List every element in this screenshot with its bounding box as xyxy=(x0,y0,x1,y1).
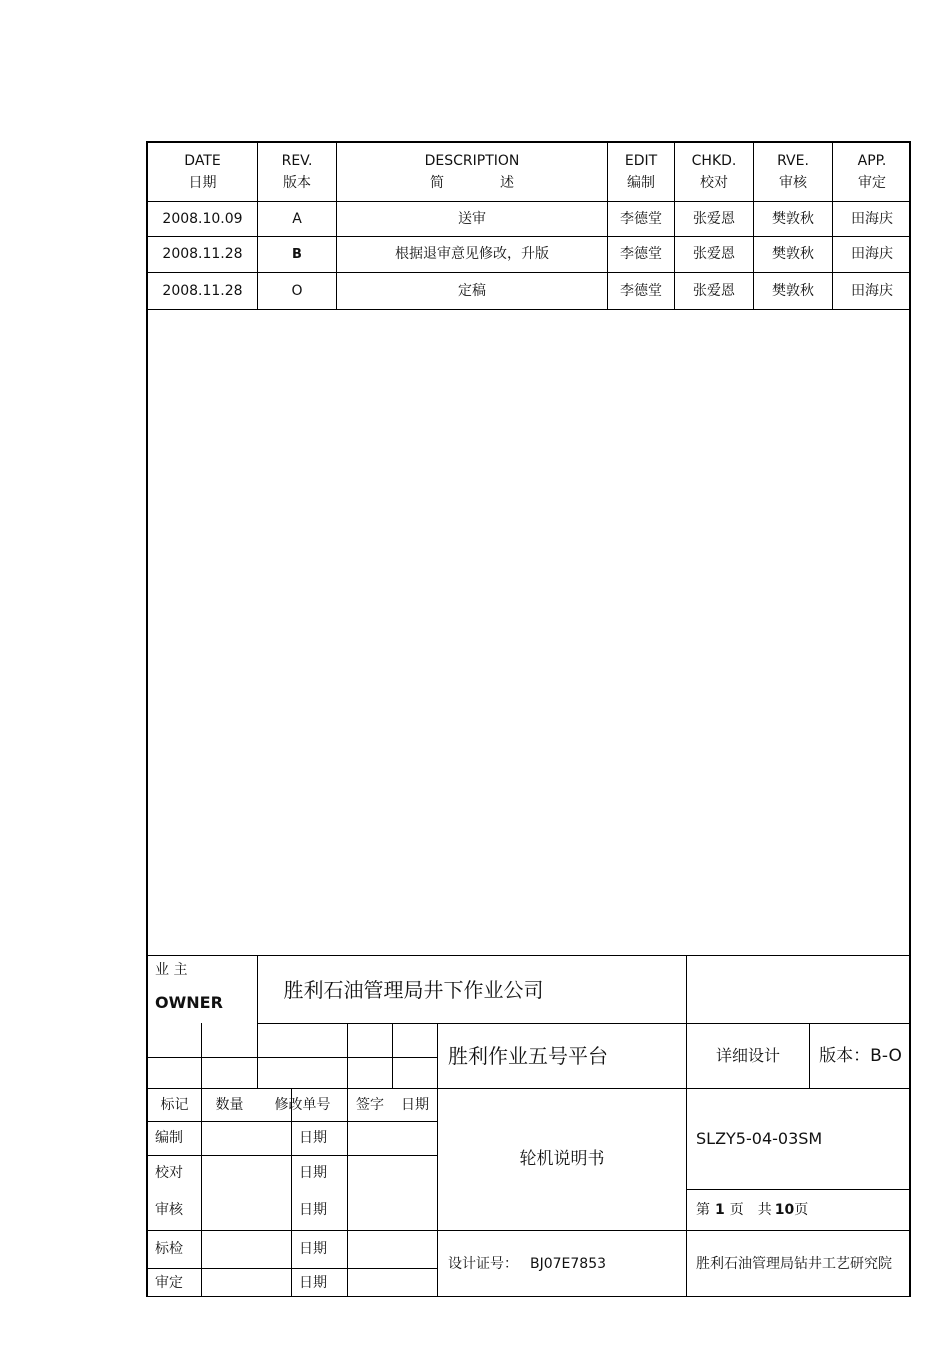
row-rve: 樊敦秋 xyxy=(772,210,814,227)
cert-label: 设计证号： xyxy=(448,1255,518,1272)
rule xyxy=(392,1023,393,1088)
header-chkd xyxy=(675,143,753,201)
row-rve: 樊敦秋 xyxy=(772,282,814,299)
owner-label-zh: 业 主 xyxy=(155,962,188,978)
row-description: 根据退审意见修改，升版 xyxy=(395,246,549,263)
certificate xyxy=(438,1231,686,1297)
header-en: RVE. xyxy=(777,152,809,169)
header-zh: 版本 xyxy=(283,174,311,191)
page-current: 1 xyxy=(715,1201,725,1218)
header-description xyxy=(337,143,607,201)
sign-label-check: 校对 xyxy=(155,1164,183,1181)
header-en: CHKD. xyxy=(691,152,737,169)
date-label: 日期 xyxy=(299,1202,327,1219)
rule xyxy=(148,1057,437,1058)
page-suffix: 页 xyxy=(794,1201,809,1218)
change-header-quantity: 数量 xyxy=(215,1096,244,1113)
change-header-date: 日期 xyxy=(401,1096,429,1113)
header-en: REV. xyxy=(281,152,313,169)
sign-label-standard: 标检 xyxy=(155,1241,183,1258)
header-rev xyxy=(258,143,336,201)
header-en: APP. xyxy=(857,152,887,169)
row-description: 送审 xyxy=(458,210,486,227)
row-description: 定稿 xyxy=(458,282,486,299)
header-edit xyxy=(608,143,674,201)
row-rve: 樊敦秋 xyxy=(772,246,814,263)
document-number: SLZY5-04-03SM xyxy=(696,1129,823,1149)
document-title: 轮机说明书 xyxy=(519,1149,605,1170)
header-zh: 编制 xyxy=(627,174,655,191)
header-en: DESCRIPTION xyxy=(424,152,520,169)
page-prefix: 第 xyxy=(696,1201,710,1218)
project-name: 胜利作业五号平台 xyxy=(448,1044,608,1068)
header-zh: 审定 xyxy=(858,174,886,191)
row-chkd: 张爱恩 xyxy=(693,282,735,299)
row-chkd: 张爱恩 xyxy=(693,246,735,263)
row-rev: O xyxy=(291,282,303,299)
rule xyxy=(347,1023,348,1088)
date-label: 日期 xyxy=(299,1241,327,1258)
row-app: 田海庆 xyxy=(851,210,893,227)
date-label: 日期 xyxy=(299,1164,327,1181)
row-date: 2008.11.28 xyxy=(162,282,243,299)
row-edit: 李德堂 xyxy=(620,246,662,263)
change-header-sign: 签字 xyxy=(356,1096,384,1113)
version-label: 版本：B-O xyxy=(819,1045,902,1066)
rule xyxy=(201,1023,202,1088)
change-header-mark: 标记 xyxy=(160,1096,189,1113)
header-zh: 日期 xyxy=(188,174,217,191)
header-zh: 简 述 xyxy=(430,174,514,191)
designer-organization: 胜利石油管理局钻井工艺研究院 xyxy=(696,1255,892,1272)
row-edit: 李德堂 xyxy=(620,210,662,227)
rule xyxy=(148,309,911,310)
header-app xyxy=(833,143,911,201)
row-app: 田海庆 xyxy=(851,282,893,299)
header-en: DATE xyxy=(184,152,221,169)
page-total: 10 xyxy=(774,1201,795,1218)
row-date: 2008.10.09 xyxy=(162,210,243,227)
header-zh: 校对 xyxy=(700,174,728,191)
header-rve xyxy=(754,143,832,201)
row-app: 田海庆 xyxy=(851,246,893,263)
document-frame xyxy=(146,141,911,1297)
change-header-order: 修改单号 xyxy=(274,1096,331,1113)
cert-number: BJ07E7853 xyxy=(530,1255,607,1272)
design-stage: 详细设计 xyxy=(715,1046,780,1066)
date-label: 日期 xyxy=(299,1130,327,1147)
row-edit: 李德堂 xyxy=(620,282,662,299)
sign-label-edit: 编制 xyxy=(155,1130,183,1147)
page-mid: 页 共 xyxy=(729,1201,772,1218)
owner-name: 胜利石油管理局井下作业公司 xyxy=(283,977,544,1002)
row-date: 2008.11.28 xyxy=(162,246,243,263)
header-zh: 审核 xyxy=(779,174,807,191)
header-en: EDIT xyxy=(624,152,658,169)
owner-label-en: OWNER xyxy=(155,993,223,1013)
header-date xyxy=(148,143,257,201)
rule xyxy=(257,1023,258,1088)
date-label: 日期 xyxy=(299,1274,327,1291)
row-rev: B xyxy=(292,246,302,262)
page-counter xyxy=(687,1190,911,1230)
sign-label-review: 审核 xyxy=(155,1202,183,1219)
row-chkd: 张爱恩 xyxy=(693,210,735,227)
sign-label-approve: 审定 xyxy=(155,1274,183,1291)
row-rev: A xyxy=(292,210,302,227)
